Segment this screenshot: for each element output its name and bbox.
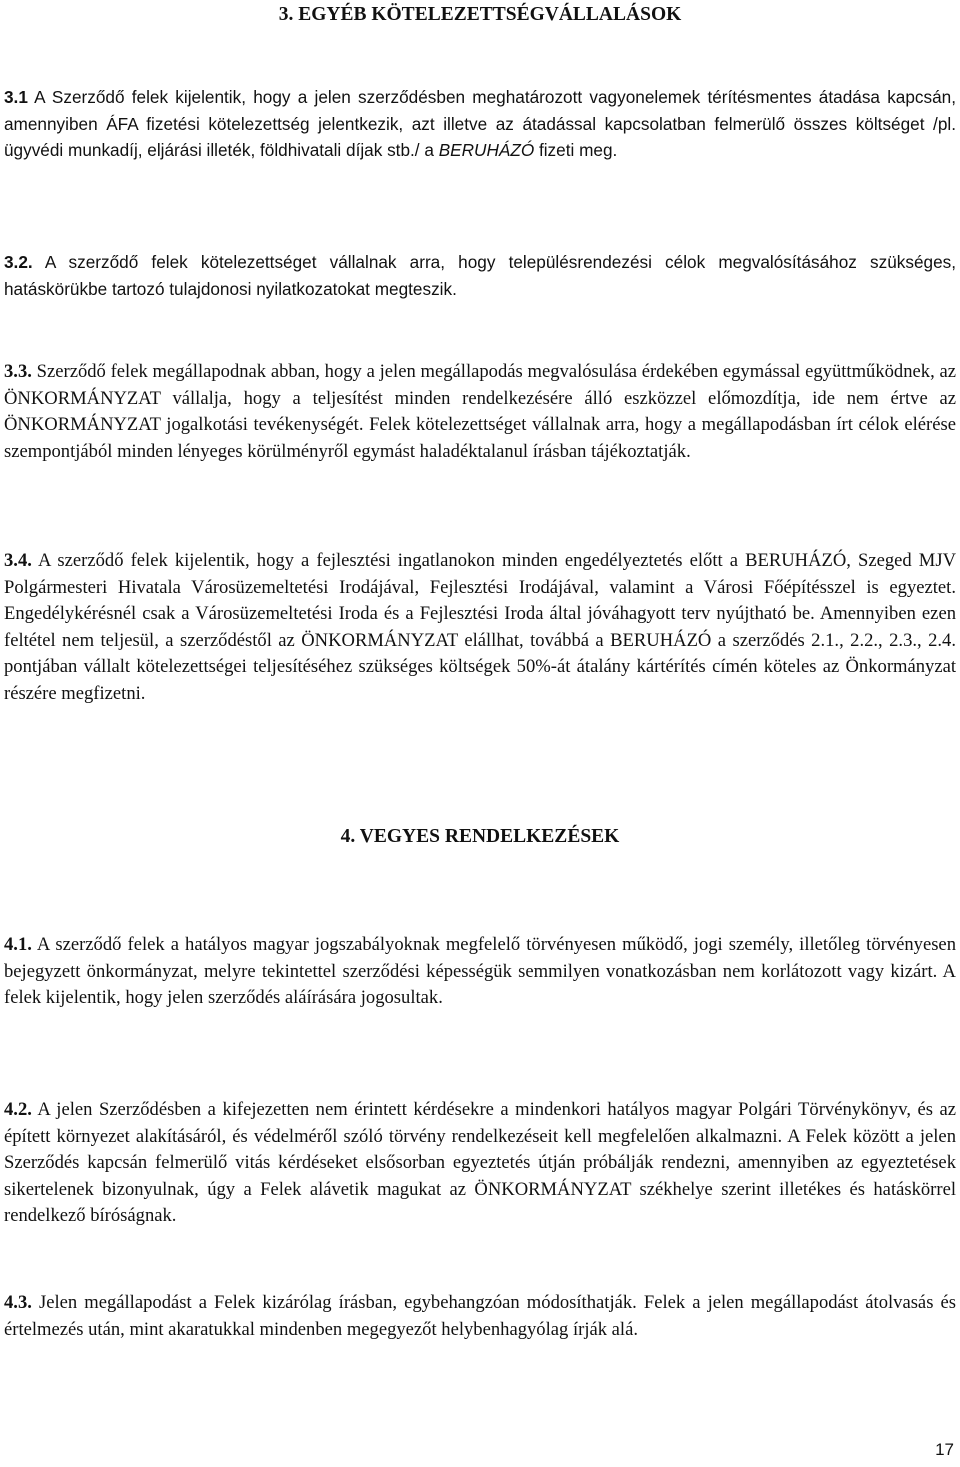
paragraph-text: A jelen Szerződésben a kifejezetten nem érintett kérdésekre a mindenkori hatályos magyar Polgári Törvénykönyv, és az épített környezet alakításáról, és védelméről szóló törvény rendelkezéseit kell megfelelően alkalmazni. A Felek között a jelen Szerződés kapcsán felmerülő vitás kérdéseket elsősorban egyeztetés útján próbálják rendezni, amennyiben az egyeztetések sikertelenek bizonyulnak, úgy a Felek alávetik magukat az ÖNKORMÁNYZAT székhelye szerint illetékes és hatáskörrel rendelkező bíróságnak.	[4, 1099, 956, 1226]
paragraph-text: A szerződő felek a hatályos magyar jogszabályoknak megfelelő törvényesen működő, jogi személy, illetőleg törvényesen bejegyzett önkormányzat, melyre tekintettel szerződési képességük semmilyen vonatkozásban nem korlátozott vagy kizárt. A felek kijelentik, hogy jelen szerződés aláírására jogosultak.	[4, 934, 956, 1008]
paragraph-emphasis: BERUHÁZÓ	[438, 140, 535, 160]
section-3-heading: 3. EGYÉB KÖTELEZETTSÉGVÁLLALÁSOK	[278, 4, 682, 25]
paragraph-4-1	[4, 932, 956, 1012]
paragraph-number: 4.3.	[4, 1292, 32, 1313]
paragraph-3-1	[4, 84, 956, 164]
paragraph-number: 3.1	[4, 87, 28, 107]
page-number: 17	[935, 1440, 954, 1459]
paragraph-3-3	[4, 359, 956, 465]
paragraph-number: 3.4.	[4, 550, 32, 571]
paragraph-4-3	[4, 1290, 956, 1343]
document-page	[4, 0, 956, 1467]
paragraph-number: 4.1.	[4, 934, 32, 955]
paragraph-3-2	[4, 249, 956, 302]
paragraph-number: 3.2.	[4, 252, 33, 272]
paragraph-text: A szerződő felek kijelentik, hogy a fejlesztési ingatlanokon minden engedélyeztetés előtt a BERUHÁZÓ, Szeged MJV Polgármesteri Hivatala Városüzemeltetési Irodájával, Fejlesztési Irodájával, valamint a Városi Főépítésszel is egyeztet. Engedélykérésnél csak a Városüzemeltetési Iroda és a Fejlesztési Iroda által jóváhagyott terv nyújtható be. Amennyiben ezen feltétel nem teljesül, a szerződéstől az ÖNKORMÁNYZAT elállhat, továbbá a BERUHÁZÓ a szerződés 2.1., 2.2., 2.3., 2.4. pontjában vállalt kötelezettségei teljesítéséhez szükséges költségek 50%-át átalány kártérítés címén köteles az Önkormányzat részére megfizetni.	[4, 550, 956, 704]
paragraph-text: A szerződő felek kötelezettséget vállalnak arra, hogy településrendezési célok megvalósításához szükséges, hatáskörükbe tartozó tulajdonosi nyilatkozatokat megteszik.	[4, 252, 956, 299]
paragraph-number: 3.3.	[4, 361, 32, 382]
paragraph-3-4	[4, 548, 956, 707]
paragraph-4-2	[4, 1097, 956, 1230]
section-4-heading: 4. VEGYES RENDELKEZÉSEK	[340, 826, 620, 847]
paragraph-text: Szerződő felek megállapodnak abban, hogy a jelen megállapodás megvalósulása érdekében egymással együttműködnek, az ÖNKORMÁNYZAT vállalja, hogy a teljesítést minden rendelkezésére álló eszközzel előmozdítja, ide nem értve az ÖNKORMÁNYZAT jogalkotási tevékenységét. Felek kötelezettséget vállalnak arra, hogy a megállapodásban írt célok elérése szempontjából minden lényeges körülményről egymást haladéktalanul írásban tájékoztatják.	[4, 361, 956, 462]
paragraph-text: Jelen megállapodást a Felek kizárólag írásban, egybehangzóan módosíthatják. Felek a jelen megállapodást átolvasás és értelmezés után, mint akaratukkal mindenben megegyezőt helybenhagyólag írják alá.	[4, 1292, 956, 1340]
paragraph-number: 4.2.	[4, 1099, 32, 1120]
paragraph-text: fizeti meg.	[534, 140, 618, 160]
paragraph-text: A Szerződő felek kijelentik, hogy a jelen szerződésben meghatározott vagyonelemek térítésmentes átadása kapcsán, amennyiben ÁFA fizetési kötelezettség jelentkezik, azt illetve az átadással kapcsolatban felmerülő összes költséget /pl. ügyvédi munkadíj, eljárási illeték, földhivatali díjak stb./ a	[4, 87, 956, 160]
